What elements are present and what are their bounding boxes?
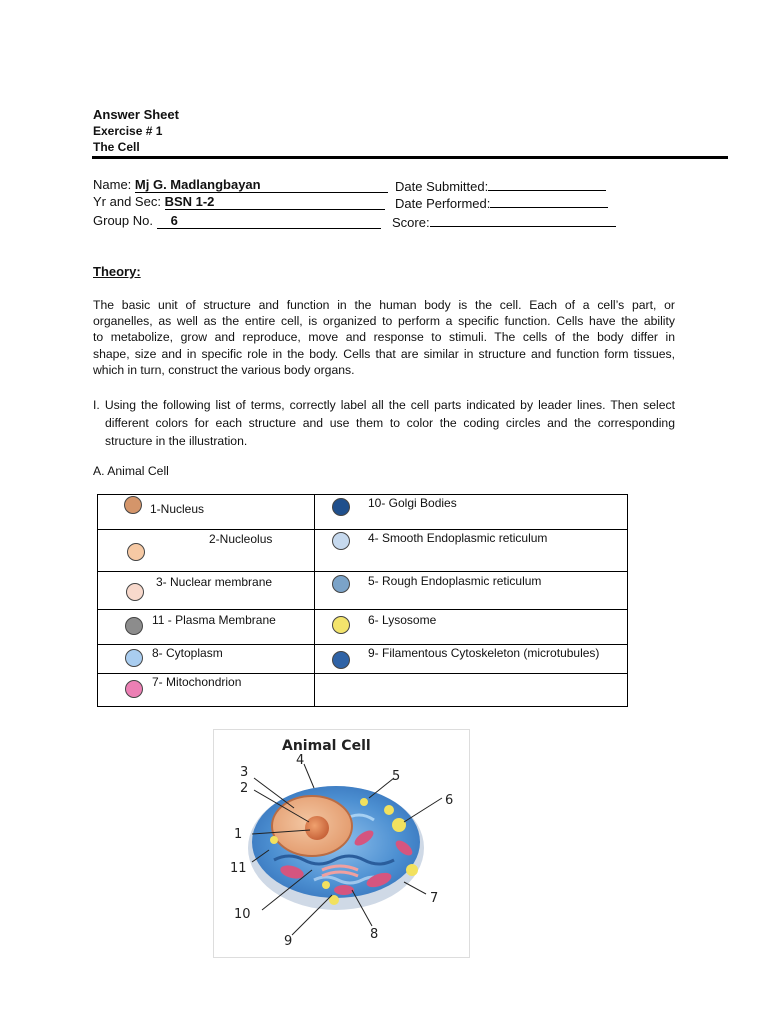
table-row [98,530,628,572]
legend-cell [315,530,628,572]
section-a-heading: A. Animal Cell [93,464,169,478]
table-row [98,610,628,645]
group-field [93,213,381,229]
legend-label: 5- Rough Endoplasmic reticulum [368,574,542,588]
exercise-topic: The Cell [93,140,140,154]
theory-line: organelles, as well as the entire cell, is organized to perform a specific function. Cells have the ability [93,314,675,329]
date-submitted-line [488,177,606,191]
callout-label: 3 [240,765,249,780]
lysosome [360,798,368,806]
score-line [430,213,616,227]
callout-label: 5 [392,769,401,784]
coding-circle[interactable] [332,651,350,669]
coding-circle[interactable] [332,616,350,634]
sheet-title: Answer Sheet [93,107,179,122]
nucleolus [305,816,329,840]
callout-label: 9 [284,934,293,949]
callout-label: 6 [445,793,454,808]
date-submitted-field [395,177,606,194]
legend-cell [98,530,315,572]
lysosome [384,805,394,815]
date-performed-line [490,194,608,208]
callout-label: 8 [370,927,379,942]
coding-circle[interactable] [332,498,350,516]
coding-circle[interactable] [126,583,144,601]
callout-label: 11 [230,861,247,876]
coding-circle[interactable] [332,532,350,550]
legend-cell [98,610,315,645]
legend-cell [98,572,315,610]
group-label: Group No. [93,213,153,228]
theory-paragraph [93,297,675,378]
legend-cell [315,645,628,674]
name-value: Mj G. Madlangbayan [134,177,261,192]
legend-label: 4- Smooth Endoplasmic reticulum [368,531,548,545]
legend-label: 3- Nuclear membrane [156,575,273,589]
date-performed-label: Date Performed: [395,196,491,211]
coding-circle[interactable] [125,680,143,698]
date-submitted-label: Date Submitted: [395,179,489,194]
legend-label: 6- Lysosome [368,613,437,627]
coding-circle[interactable] [127,543,145,561]
callout-label: 10 [234,907,251,922]
legend-cell [98,674,315,707]
table-row [98,572,628,610]
legend-label: 9- Filamentous Cytoskeleton (microtubules) [368,646,600,660]
theory-heading: Theory: [93,264,141,279]
coding-circle[interactable] [332,575,350,593]
yr-sec-label: Yr and Sec: [93,194,161,209]
legend-cell [98,645,315,674]
legend-label: 7- Mitochondrion [152,675,242,689]
legend-label: 1-Nucleus [150,502,205,516]
mitochondrion [334,885,354,895]
legend-label: 11 - Plasma Membrane [152,613,276,627]
table-row [98,674,628,707]
lysosome [392,818,406,832]
lysosome [322,881,330,889]
legend-cell-empty [315,674,628,707]
exercise-number: Exercise # 1 [93,124,163,138]
callout-label: 4 [296,753,305,768]
callout-label: 1 [234,827,243,842]
figure-title: Animal Cell [282,738,371,754]
lysosome [406,864,418,876]
instruction-paragraph [93,396,675,450]
legend-cell [315,572,628,610]
theory-line: which in turn, construct the various body organs. [93,362,355,377]
name-field [93,177,388,193]
theory-line: to metabolize, grow and reproduce, move and response to stimuli. The cells of the body differ in [93,330,675,345]
header-divider [92,156,728,159]
score-label: Score: [392,215,430,230]
callout-label: 2 [240,781,249,796]
callout-label: 7 [430,891,439,906]
theory-line: The basic unit of structure and function in the human body is the cell. Each of a cell’s part, or [93,298,675,312]
table-row [98,645,628,674]
animal-cell-figure [213,729,470,958]
coding-circle[interactable] [125,617,143,635]
legend-cell [98,495,315,530]
legend-cell [315,610,628,645]
lysosome [270,836,278,844]
legend-label: 8- Cytoplasm [152,646,223,660]
legend-label: 10- Golgi Bodies [368,496,457,510]
table-row [98,495,628,530]
instruction-line: structure in the illustration. [105,434,248,448]
legend-cell [315,495,628,530]
yr-sec-value: BSN 1-2 [164,194,215,209]
date-performed-field [395,194,608,211]
theory-line: shape, size and in specific role in the body. Cells that are similar in structure and function form tissues, [93,346,675,361]
name-label: Name: [93,177,132,192]
group-value: 6 [170,213,178,228]
yr-sec-field [93,194,385,210]
legend-label: 2-Nucleolus [209,532,273,546]
color-coding-table [97,494,628,707]
coding-circle[interactable] [125,649,143,667]
instruction-line: I. Using the following list of terms, correctly label all the cell parts indicated by leader lines. Then select [93,398,675,412]
score-field [392,213,616,230]
instruction-line: different colors for each structure and use them to color the coding circles and the corresponding [105,416,675,430]
animal-cell-illustration [214,730,469,957]
coding-circle[interactable] [124,496,142,514]
